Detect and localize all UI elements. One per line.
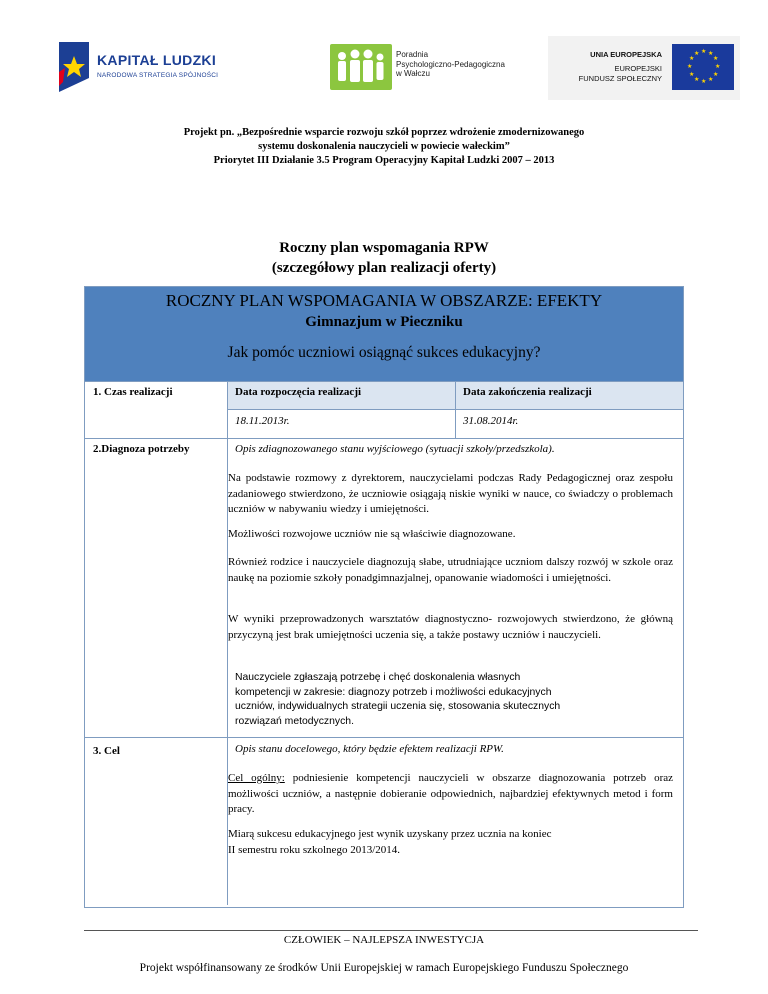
school-name: Gimnazjum w Pieczniku [305,314,463,330]
section1-label: 1. Czas realizacji [93,386,173,398]
goal-text: podniesienie kompetencji nauczycieli w obszarze diagnozowania potrzeb oraz możliwości uczniów, a następnie dobieranie odpowiednich, najbardziej efektywnych metod i form pracy. [228,772,673,815]
poradnia-line1: Poradnia [396,50,429,59]
p5-line: uczniów, indywidualnych strategii uczenia się, stosowania skutecznych [235,701,561,712]
svg-text:★: ★ [715,63,721,70]
project-line1: Projekt pn. „Bezpośrednie wsparcie rozwoju szkół poprzez wdrożenie zmodernizowanego [183,127,585,138]
poradnia-logo [330,44,530,92]
svg-text:★: ★ [687,63,693,70]
poradnia-name [396,50,505,79]
eu-line3: FUNDUSZ SPOŁECZNY [578,74,662,83]
project-line2: systemu doskonalenia nauczycieli w powiecie wałeckim” [258,141,510,152]
svg-text:★: ★ [713,55,719,62]
diagnosis-paragraph-5 [235,671,655,729]
measure-line: Miarą sukcesu edukacyjnego jest wynik uzyskany przez ucznia na koniec [228,828,552,840]
svg-text:★: ★ [689,55,695,62]
column-divider [455,381,456,438]
plan-question: Jak pomóc uczniowi osiągnąć sukces edukacyjny? [227,344,541,361]
project-description [0,126,768,168]
section3-label: 3. Cel [93,745,120,757]
poradnia-family-icon [330,44,392,90]
footer-funding: Projekt współfinansowany ze środków Unii Europejskiej w ramach Europejskiego Funduszu Społecznego [139,962,629,974]
plan-title-line2: (szczegółowy plan realizacji oferty) [271,260,497,276]
p5-line: Nauczyciele zgłaszają potrzebę i chęć doskonalenia własnych [235,672,521,683]
diagnosis-paragraph-4: W wyniki przeprowadzonych warsztatów diagnostyczno- rozwojowych stwierdzono, że główną przyczyną jest brak umiejętności uczenia się, a także postawy uczniów i nauczycieli. [228,613,673,641]
end-date-value: 31.08.2014r. [463,415,519,427]
goal-label: Cel ogólny: [228,772,285,784]
p5-line: kompetencji w zakresie: diagnozy potrzeb i możliwości edukacyjnych [235,686,552,698]
svg-text:★: ★ [694,50,700,57]
footer-motto: CZŁOWIEK – NAJLEPSZA INWESTYCJA [283,934,485,946]
plan-title [0,238,768,278]
section2-intro: Opis zdiagnozowanego stanu wyjściowego (sytuacji szkoły/przedszkola). [235,443,555,455]
start-date-label: Data rozpoczęcia realizacji [235,386,362,398]
plan-table [84,286,684,908]
svg-text:★: ★ [708,50,714,57]
area-title: ROCZNY PLAN WSPOMAGANIA W OBSZARZE: EFEKTY [165,291,603,310]
p5-line: rozwiązań metodycznych. [235,715,354,727]
divider [85,381,683,382]
section2-label: 2.Diagnoza potrzeby [93,443,190,455]
svg-text:★: ★ [701,48,707,55]
table-header [85,287,683,381]
plan-title-line1: Roczny plan wspomagania RPW [279,240,489,256]
measure-paragraph [228,827,673,858]
logo-bar [0,30,768,110]
svg-text:★: ★ [701,78,707,85]
start-date-value: 18.11.2013r. [235,415,290,427]
eu-line2: EUROPEJSKI [614,64,662,73]
project-line3: Priorytet III Działanie 3.5 Program Operacyjny Kapitał Ludzki 2007 – 2013 [213,155,555,166]
diagnosis-paragraph-1: Na podstawie rozmowy z dyrektorem, nauczycielami podczas Rady Pedagogicznej oraz zespołu zadaniowego stwierdzono, że uczniowie osiągają niskie wyniki w nauce, co świadczy o problemach uczniów w nabywaniu wiedzy i umiejętności. [228,472,673,515]
footer-divider [84,930,698,931]
svg-text:★: ★ [689,71,695,78]
eu-logo [548,36,740,100]
divider [85,438,683,439]
eu-flag-icon [672,44,734,90]
kapital-ludzki-star-icon [55,42,93,92]
section3-intro: Opis stanu docelowego, który będzie efektem realizacji RPW. [235,743,504,755]
diagnosis-paragraph-2: Możliwości rozwojowe uczniów nie są właściwie diagnozowane. [228,528,516,540]
kapital-ludzki-logo [55,42,235,98]
svg-text:★: ★ [694,76,700,83]
kapital-ludzki-title: KAPITAŁ LUDZKI [97,52,217,68]
svg-text:★: ★ [708,76,714,83]
svg-text:★: ★ [713,71,719,78]
poradnia-line2: Psychologiczno-Pedagogiczna [396,59,505,69]
end-date-label: Data zakończenia realizacji [463,386,592,398]
diagnosis-paragraph-3: Również rodzice i nauczyciele diagnozują słabe, utrudniające uczniom dalszy rozwój w szkole oraz naukę na poziomie szkoły ponadgimnazjalnej, opanowanie wiadomości i umiejętności. [228,556,673,584]
eu-line1: UNIA EUROPEJSKA [590,50,662,59]
kapital-ludzki-subtitle: NARODOWA STRATEGIA SPÓJNOŚCI [97,72,219,79]
poradnia-line3: w Wałczu [396,69,430,78]
goal-paragraph [228,771,673,818]
divider [85,737,683,738]
measure-line: II semestru roku szkolnego 2013/2014. [228,843,400,856]
